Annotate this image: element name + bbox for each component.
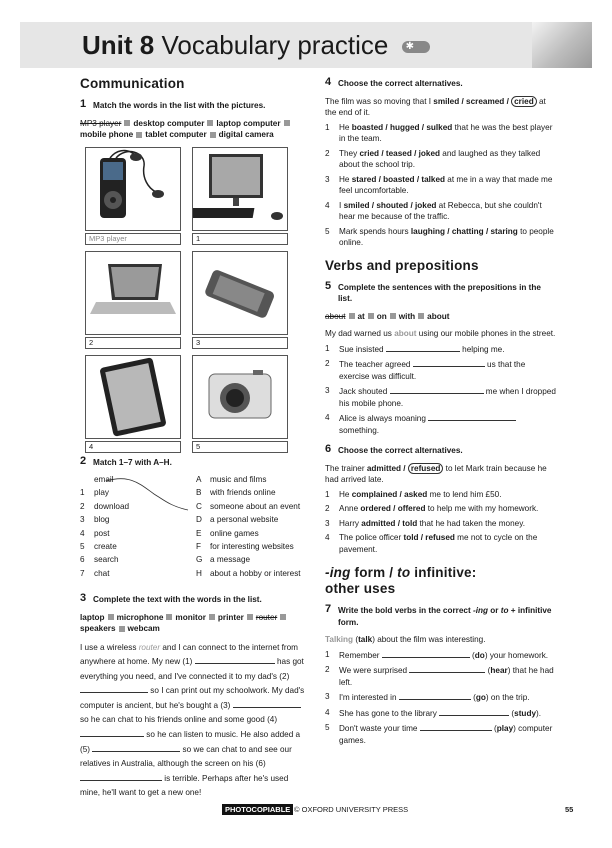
- paren: ): [513, 724, 516, 733]
- item-text: music and films: [210, 475, 267, 484]
- word: webcam: [127, 624, 160, 633]
- instruction-text: Complete the sentences with the prepositions in the list.: [338, 282, 541, 303]
- word: on: [376, 311, 387, 321]
- paren: (: [470, 693, 476, 702]
- word: router: [255, 612, 278, 622]
- question-number: 2: [325, 665, 330, 674]
- exercise-6-example: [325, 463, 557, 486]
- desktop-computer-picture: [192, 147, 288, 231]
- laptop-computer-picture: [85, 251, 181, 335]
- item-key: B: [196, 488, 202, 498]
- paren: (: [509, 708, 515, 718]
- word: desktop computer: [133, 118, 205, 128]
- paren: (: [491, 724, 497, 733]
- exercise-4-instruction: [325, 78, 557, 90]
- options[interactable]: cried / teased / joked: [359, 148, 441, 158]
- options[interactable]: stared / boasted / talked: [351, 174, 446, 184]
- verb: talk: [358, 635, 373, 644]
- item-key: H: [196, 568, 202, 578]
- text: me to lend him £50.: [427, 489, 502, 499]
- verb: go: [475, 693, 486, 702]
- item-text: download: [94, 501, 130, 511]
- picture-grid: [80, 147, 306, 453]
- word: about: [427, 311, 450, 321]
- exercise-6-instruction: [325, 445, 557, 457]
- item-text: a personal website: [210, 515, 279, 525]
- text: He: [339, 122, 352, 132]
- instruction-text: Write the bold verbs in the correct: [338, 606, 473, 615]
- verb: study: [514, 708, 536, 718]
- text: to people online.: [339, 226, 554, 247]
- exercise-6-items: [325, 489, 557, 556]
- item-text: someone about an event: [210, 501, 301, 511]
- match-right-item: [196, 487, 276, 499]
- mobile-phone-picture: [192, 251, 288, 335]
- section-heading-verbs-prepositions: Verbs and prepositions: [325, 257, 479, 273]
- paren: ): [507, 666, 511, 675]
- header-fold: [532, 22, 592, 68]
- match-right-item: [196, 554, 250, 566]
- match-left-item: [80, 528, 109, 540]
- answer-blank[interactable]: [386, 343, 460, 352]
- question-item: [325, 412, 557, 436]
- instruction-text: Match 1–7 with A–H.: [93, 457, 172, 467]
- word: mobile phone: [80, 130, 134, 139]
- word: about: [325, 311, 346, 321]
- item-text: post: [94, 528, 110, 538]
- section-heading-ing-to-infinitive: [325, 565, 557, 597]
- circled-answer: cried: [511, 96, 537, 107]
- exercise-number: 4: [325, 76, 332, 88]
- exercise-7-example: [325, 634, 557, 646]
- item-key: 5: [80, 542, 85, 551]
- item-text: play: [94, 488, 110, 498]
- question-item: [325, 649, 557, 662]
- item-text: a message: [210, 555, 251, 565]
- heading-part: infinitive:: [410, 565, 477, 580]
- text: Harry: [339, 518, 362, 528]
- word: tablet computer: [145, 130, 207, 139]
- question-item: [325, 722, 557, 746]
- match-left-item: [80, 474, 114, 486]
- text: I use a wireless: [80, 642, 139, 652]
- label-text: 5: [196, 441, 201, 451]
- question-item: [325, 664, 557, 688]
- paren: (: [485, 666, 491, 675]
- question-item: [325, 122, 557, 145]
- exercise-number: 5: [325, 279, 332, 292]
- text: .: [538, 708, 542, 718]
- answer-blank[interactable]: [195, 655, 275, 664]
- item-key: A: [196, 475, 202, 484]
- text: me when I dropped his mobile phone.: [339, 387, 556, 408]
- match-left-item: [80, 487, 109, 499]
- picture-label-3[interactable]: [192, 337, 288, 349]
- tablet-computer-picture: [85, 355, 181, 439]
- exercise-7-instruction: [325, 605, 557, 628]
- options[interactable]: complained / asked: [351, 489, 428, 499]
- exercise-1-instruction: [80, 100, 306, 112]
- question-item: [325, 358, 557, 382]
- item-text: online games: [210, 528, 259, 538]
- item-key: 2: [80, 501, 85, 511]
- text: that he was the best player in the team.: [339, 122, 553, 143]
- example-answer: Talking: [325, 635, 354, 644]
- word: laptop computer: [216, 118, 281, 128]
- exercise-number: 2: [80, 454, 87, 467]
- item-key: 4: [80, 528, 85, 538]
- exercise-5-items: [325, 343, 557, 437]
- question-number: 5: [325, 723, 330, 732]
- word: MP3 player: [80, 118, 122, 128]
- heading-part: -ing: [325, 565, 351, 580]
- match-right-item: [196, 501, 300, 513]
- options[interactable]: ordered / offered: [360, 504, 426, 513]
- exercise-number: 7: [325, 603, 332, 615]
- star-badge-icon: ✱: [402, 41, 430, 53]
- answer-blank[interactable]: [413, 358, 485, 367]
- instruction-text: or: [488, 606, 501, 615]
- item-key: E: [196, 528, 202, 538]
- instruction-text: -ing: [472, 606, 488, 615]
- text: Remember: [339, 650, 382, 660]
- answer-blank[interactable]: [233, 699, 301, 708]
- answer-blank[interactable]: [80, 772, 162, 781]
- question-number: 1: [325, 122, 330, 132]
- text: is terrible. Perhaps after he's used mine, he'll want to get a new one!: [80, 773, 289, 798]
- label-text: 2: [89, 337, 94, 347]
- question-number: 2: [325, 359, 330, 368]
- text: that he had taken the money.: [417, 518, 525, 528]
- item-key: F: [196, 542, 202, 551]
- match-left-item: [80, 541, 117, 553]
- text: us that the exercise was difficult.: [339, 360, 526, 381]
- word-list-1: [80, 118, 306, 141]
- question-item: [325, 489, 557, 501]
- exercise-number: 6: [325, 443, 332, 455]
- match-left-item: [80, 554, 119, 566]
- question-item: [325, 343, 557, 356]
- instruction-text: Choose the correct alternatives.: [338, 446, 463, 455]
- picture-label-1[interactable]: [192, 233, 288, 245]
- heading-part: other uses: [325, 581, 396, 596]
- options: smiled / screamed /: [433, 96, 512, 106]
- question-item: [325, 707, 557, 720]
- verb: hear: [490, 666, 508, 675]
- item-text: email: [94, 475, 114, 484]
- word: with: [398, 311, 416, 321]
- question-number: 3: [325, 692, 330, 701]
- question-number: 4: [325, 413, 330, 422]
- paren: ): [485, 693, 489, 702]
- question-number: 3: [325, 174, 330, 184]
- label-text: 1: [196, 233, 201, 243]
- item-key: 3: [80, 515, 85, 525]
- example-answer: router: [138, 642, 161, 652]
- instruction-text: to: [500, 606, 509, 615]
- word: printer: [217, 612, 244, 622]
- question-number: 3: [325, 386, 330, 395]
- text: The film was so moving that I: [325, 96, 434, 106]
- item-key: 6: [80, 555, 85, 565]
- text: Alice is always moaning: [339, 414, 429, 423]
- question-number: 1: [325, 343, 330, 353]
- options[interactable]: boasted / hugged / sulked: [351, 122, 453, 132]
- section-heading-communication: Communication: [80, 76, 185, 91]
- word: laptop: [80, 612, 105, 622]
- unit-label: Unit 8: [82, 30, 155, 60]
- question-item: [325, 200, 557, 223]
- picture-label-4[interactable]: [85, 441, 181, 453]
- matching-list: [80, 474, 306, 586]
- instruction-text: Choose the correct alternatives.: [338, 79, 463, 88]
- question-item: [325, 148, 557, 171]
- photocopiable-badge: PHOTOCOPIABLE: [222, 804, 293, 815]
- exercise-4-items: [325, 122, 557, 249]
- picture-label-5[interactable]: [192, 441, 288, 453]
- exercise-3-text: [80, 641, 306, 802]
- right-column: [325, 78, 557, 746]
- exercise-5-instruction: [325, 279, 557, 305]
- exercise-5-example: [325, 328, 557, 340]
- match-left-item: [80, 568, 109, 580]
- text: They: [339, 148, 360, 158]
- item-key: C: [196, 501, 202, 511]
- question-item: [325, 385, 557, 409]
- page-header: [20, 22, 592, 68]
- paren: ): [484, 650, 488, 660]
- word-list-3: [80, 612, 306, 635]
- exercise-number: 3: [80, 592, 87, 604]
- text: He: [339, 489, 352, 499]
- picture-label-example: [85, 233, 181, 245]
- word: at: [357, 311, 365, 321]
- item-key: 1: [80, 488, 85, 498]
- text: Anne: [339, 504, 361, 513]
- digital-camera-picture: [192, 355, 288, 439]
- question-number: 3: [325, 518, 330, 528]
- question-item: [325, 518, 557, 530]
- label-text: 4: [89, 441, 94, 451]
- answer-blank[interactable]: [390, 385, 484, 394]
- instruction-text: + infinitive form.: [338, 606, 552, 627]
- question-number: 2: [325, 148, 330, 158]
- item-text: chat: [94, 568, 110, 578]
- word: speakers: [80, 624, 116, 633]
- text: on the trip.: [488, 693, 530, 702]
- text: using our mobile phones in the street.: [416, 329, 556, 338]
- text: The teacher agreed: [339, 360, 413, 369]
- instruction-text: Match the words in the list with the pictures.: [93, 101, 266, 110]
- instruction-text: Complete the text with the words in the list.: [93, 595, 262, 604]
- text: something.: [339, 425, 380, 435]
- text: Jack shouted: [339, 387, 390, 396]
- text: that he had left.: [339, 666, 554, 687]
- options[interactable]: smiled / shouted / joked: [343, 200, 437, 210]
- word: monitor: [175, 612, 206, 622]
- answer-blank[interactable]: [382, 649, 470, 658]
- exercise-2-instruction: [80, 454, 306, 469]
- text: at me in a way that made me feel uncomfortable.: [339, 174, 553, 195]
- text: Mark spends hours: [339, 226, 411, 236]
- text: We were surprised: [339, 666, 410, 675]
- text: Sue insisted: [339, 344, 386, 354]
- text: me not to cycle on the pavement.: [339, 533, 538, 554]
- text: My dad warned us: [325, 329, 395, 338]
- question-item: [325, 532, 557, 555]
- label-text: MP3 player: [89, 233, 127, 243]
- text: at the end of it.: [325, 96, 546, 117]
- page-number: 55: [565, 805, 574, 814]
- text: so he can chat to his friends online and some good (4): [80, 715, 278, 725]
- item-key: 7: [80, 568, 85, 578]
- answer-blank[interactable]: [399, 691, 471, 700]
- text: The police officer: [339, 533, 404, 542]
- text: at Rebecca, but she couldn't hear me because of the traffic.: [339, 200, 542, 221]
- text: I'm interested in: [339, 693, 399, 702]
- question-item: [325, 691, 557, 704]
- publisher-credit: © OXFORD UNIVERSITY PRESS: [294, 805, 409, 814]
- match-left-item: [80, 501, 129, 513]
- item-text: for interesting websites: [210, 542, 294, 551]
- options[interactable]: laughing / chatting / staring: [410, 226, 518, 236]
- preposition-list: [325, 311, 557, 323]
- match-right-item: [196, 528, 259, 540]
- options[interactable]: admitted / told: [361, 518, 418, 528]
- item-key: D: [196, 515, 202, 525]
- question-number: 4: [325, 707, 330, 717]
- question-number: 5: [325, 226, 330, 236]
- heading-part: form /: [350, 565, 398, 580]
- exercise-4-example: [325, 96, 557, 119]
- circled-answer: refused: [408, 463, 444, 474]
- verb: play: [496, 724, 514, 733]
- text: She has gone to the library: [339, 708, 440, 718]
- answer-blank[interactable]: [80, 728, 144, 737]
- text: The trainer: [325, 463, 367, 473]
- answer-blank[interactable]: [80, 684, 148, 693]
- options[interactable]: told / refused: [403, 533, 455, 542]
- item-text: search: [94, 555, 119, 565]
- page-title: [82, 30, 430, 61]
- picture-label-2[interactable]: [85, 337, 181, 349]
- heading-part: to: [397, 565, 411, 580]
- match-right-item: [196, 474, 266, 486]
- match-right-item: [196, 514, 278, 526]
- match-right-item: [196, 568, 301, 580]
- exercise-number: 1: [80, 98, 87, 110]
- question-item: [325, 226, 557, 249]
- question-number: 2: [325, 504, 330, 513]
- text: so he can listen to music. He also added a (5): [80, 730, 301, 754]
- text: your homework.: [487, 650, 549, 660]
- text: to let Mark train because he had arrived late.: [325, 463, 547, 484]
- exercise-7-items: [325, 649, 557, 747]
- options: admitted /: [366, 463, 408, 473]
- text: so I can print out my schoolwork. My dad's computer is ancient, but he's bought a (3): [80, 686, 305, 710]
- exercise-3-instruction: [80, 594, 306, 606]
- text: helping me.: [459, 344, 505, 354]
- question-number: 1: [325, 489, 330, 499]
- verb: do: [474, 650, 485, 660]
- text: to help me with my homework.: [425, 504, 539, 513]
- item-key: G: [196, 555, 203, 565]
- text: Don't waste your time: [339, 724, 420, 733]
- item-text: with friends online: [210, 488, 276, 498]
- text: (: [353, 635, 359, 644]
- question-number: 4: [325, 200, 330, 210]
- question-number: 4: [325, 533, 330, 542]
- left-column: [80, 76, 306, 801]
- item-text: create: [94, 542, 117, 551]
- item-text: about a hobby or interest: [210, 568, 301, 578]
- answer-blank[interactable]: [92, 743, 180, 752]
- question-item: [325, 503, 557, 515]
- text: He: [339, 174, 352, 184]
- text: computer games.: [339, 724, 553, 745]
- question-item: [325, 174, 557, 197]
- text: and laughed as they talked about the school trip.: [339, 148, 541, 169]
- answer-blank[interactable]: [428, 412, 516, 421]
- answer-blank[interactable]: [409, 664, 485, 673]
- text: has got everything you need, and I've connected it to my dad's (2): [80, 657, 304, 681]
- text: ) about the film was interesting.: [372, 635, 486, 644]
- word: digital camera: [218, 130, 274, 139]
- match-right-item: [196, 541, 294, 553]
- text: I: [339, 200, 344, 210]
- example-answer: about: [394, 329, 417, 338]
- word: microphone: [116, 612, 164, 622]
- title-text: Vocabulary practice: [161, 30, 389, 60]
- text: so we can chat to and see our relatives in Australia, although the screen on his (6): [80, 744, 292, 769]
- label-text: 3: [196, 337, 201, 347]
- question-number: 1: [325, 649, 330, 659]
- item-text: blog: [94, 515, 110, 525]
- paren: (: [469, 650, 475, 660]
- mp3-player-picture: [85, 147, 181, 231]
- match-left-item: [80, 514, 109, 526]
- answer-blank[interactable]: [439, 707, 509, 716]
- answer-blank[interactable]: [420, 722, 492, 731]
- paren: ): [536, 708, 539, 718]
- text: and I can connect to the internet from anywhere at home. My new (1): [80, 642, 298, 667]
